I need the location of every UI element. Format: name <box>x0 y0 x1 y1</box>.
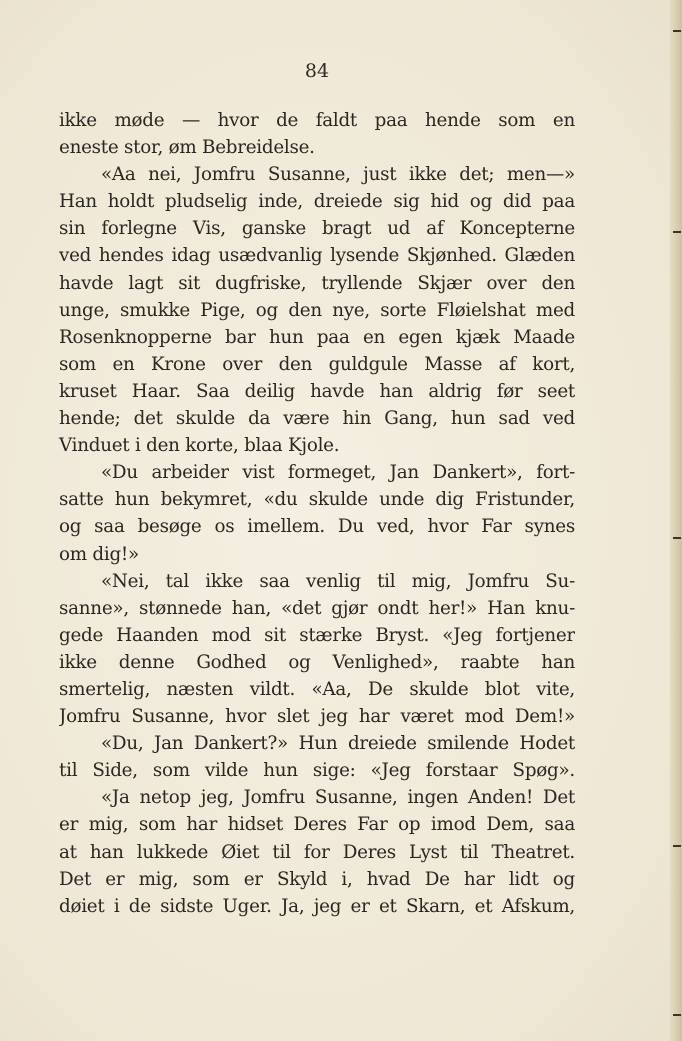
text-line: kruset Haar. Saa deilig havde han aldrig før seet <box>59 380 575 402</box>
text-line: og saa besøge os imellem. Du ved, hvor Far synes <box>59 516 575 538</box>
text-line: Vinduet i den korte, blaa Kjole. <box>59 435 340 457</box>
text-line: sin forlegne Vis, ganske bragt ud af Koncepterne <box>59 218 575 240</box>
text-line: døiet i de sidste Uger. Ja, jeg er et Skarn, et Afskum, <box>59 895 575 917</box>
text-line: om dig!» <box>59 543 139 565</box>
text-line: unge, smukke Pige, og den nye, sorte Fløielshat med <box>59 299 575 321</box>
text-line: Jomfru Susanne, hvor slet jeg har været mod Dem!» <box>59 706 575 728</box>
text-line: «Du arbeider vist formeget, Jan Dankert», fort- <box>101 462 575 484</box>
text-line: er mig, som har hidset Deres Far op imod Dem, saa <box>59 814 575 836</box>
edge-mark <box>673 845 681 847</box>
text-line: satte hun bekymret, «du skulde unde dig Fristunder, <box>59 489 575 511</box>
page-edge <box>670 0 682 1041</box>
text-line: Rosenknopperne bar hun paa en egen kjæk Maade <box>59 326 575 348</box>
text-line: «Du, Jan Dankert?» Hun dreiede smilende Hodet <box>101 733 575 755</box>
text-line: som en Krone over den guldgule Masse af kort, <box>59 353 575 375</box>
text-line: Det er mig, som er Skyld i, hvad De har lidt og <box>59 868 575 890</box>
text-line: Han holdt pludselig inde, dreiede sig hid og did paa <box>59 191 575 213</box>
text-line: sanne», stønnede han, «det gjør ondt her!» Han knu- <box>59 597 575 619</box>
text-line: ikke møde — hvor de faldt paa hende som en <box>59 110 575 131</box>
text-line: havde lagt sit dugfriske, tryllende Skjær over den <box>59 272 575 294</box>
body-text <box>59 107 575 920</box>
page-number: 84 <box>304 60 330 82</box>
edge-mark <box>673 537 681 539</box>
text-line: «Aa nei, Jomfru Susanne, just ikke det; men—» <box>101 164 575 186</box>
text-line: gede Haanden mod sit stærke Bryst. «Jeg fortjener <box>59 624 575 646</box>
text-line: hende; det skulde da være hin Gang, hun sad ved <box>59 408 575 430</box>
edge-mark <box>673 1014 681 1016</box>
text-line: at han lukkede Øiet til for Deres Lyst til Theatret. <box>59 841 575 863</box>
text-line: «Ja netop jeg, Jomfru Susanne, ingen Anden! Det <box>101 787 575 809</box>
edge-mark <box>673 30 681 32</box>
text-line: ved hendes idag usædvanlig lysende Skjønhed. Glæden <box>59 245 575 267</box>
text-line: til Side, som vilde hun sige: «Jeg forstaar Spøg». <box>59 760 575 782</box>
text-line: eneste stor, øm Bebreidelse. <box>59 137 315 159</box>
text-line: smertelig, næsten vildt. «Aa, De skulde blot vite, <box>59 678 575 700</box>
edge-mark <box>673 231 681 233</box>
text-line: ikke denne Godhed og Venlighed», raabte han <box>59 651 575 673</box>
text-line: «Nei, tal ikke saa venlig til mig, Jomfru Su- <box>101 570 575 592</box>
